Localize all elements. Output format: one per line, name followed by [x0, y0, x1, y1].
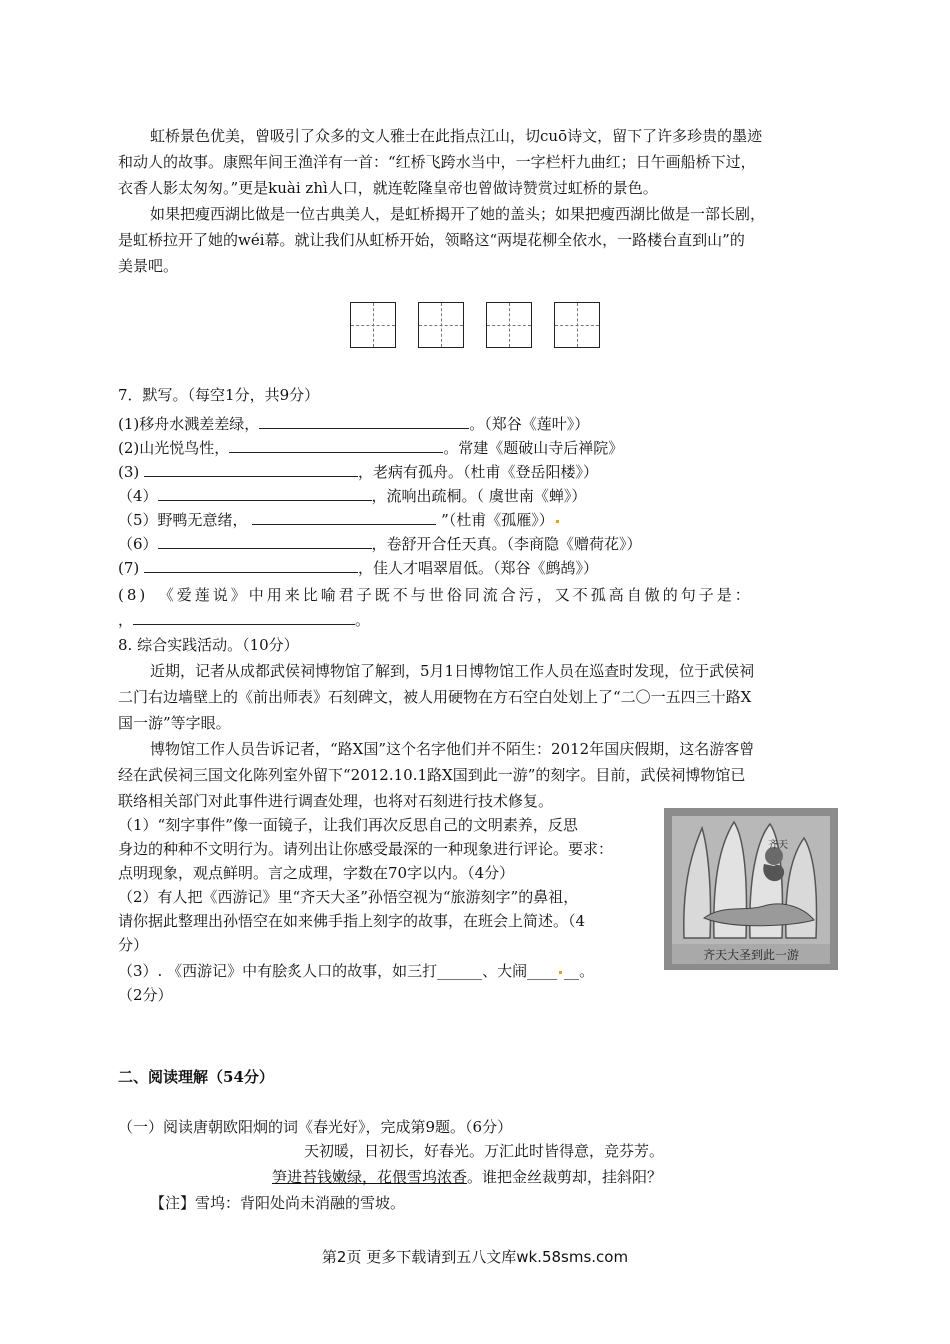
q7-item-2: [118, 436, 623, 459]
poem-note: 【注】雪坞：背阳处尚未消融的雪坡。: [150, 1194, 406, 1212]
q7-item-8-comma: ，: [118, 611, 134, 629]
poem-line-2: [272, 1166, 662, 1188]
illustration-tag: 齐天: [768, 840, 788, 851]
q7-item-6-post: ，卷舒开合任天真。（李商隐《赠荷花》）: [371, 535, 642, 553]
q7-item-3-post: ，老病有孤舟。（杜甫《登岳阳楼》）: [358, 463, 599, 481]
illustration-caption: 齐天大圣到此一游: [702, 948, 800, 962]
poem-line-1: 天初暖，日初长，好春光。万汇此时皆得意，竞芬芳。: [304, 1142, 665, 1160]
q8-p2-line3: 联络相关部门对此事件进行调查处理，也将对石刻进行技术修复。: [118, 792, 554, 810]
q8-p1-line1: 近期，记者从成都武侯祠博物馆了解到，5月1日博物馆工作人员在巡查时发现，位于武侯祠: [150, 662, 755, 680]
poem-underlined-phrase: 笋进苔钱嫩绿，花偎雪坞浓香: [272, 1168, 468, 1186]
q7-item-1-pre: (1)移舟水溅差差绿，: [118, 415, 260, 433]
q7-item-1: [118, 412, 589, 435]
q7-item-5-post: ”（杜甫《孤雁》）: [436, 511, 554, 529]
q8-sub2-line3: 分）: [118, 936, 149, 954]
q8-p2-line2: 经在武侯祠三国文化陈列室外留下“2012.10.1路X国到此一游”的刻字。目前，武侯祠博物馆已: [118, 766, 746, 784]
poem-line-2-rest: 。谁把金丝裁剪却，挂斜阳？: [467, 1168, 663, 1186]
q7-item-8-pre: (8) 《爱莲说》中用来比喻君子既不与世俗同流合污，又不孤高自傲的句子是：: [118, 586, 753, 604]
q8-sub1-line2: 身边的种种不文明行为。请列出让你感受最深的一种现象进行评论。要求：: [118, 840, 614, 858]
answer-blank[interactable]: [158, 484, 372, 501]
q8-sub2-line1: （2）有人把《西游记》里“齐天大圣”孙悟空视为“旅游刻字”的鼻祖，: [118, 888, 579, 906]
q8-sub3-end: __。: [564, 962, 595, 980]
answer-blank[interactable]: [229, 436, 443, 453]
q7-item-2-pre: (2)山光悦鸟性，: [118, 439, 230, 457]
q8-title: 8. 综合实践活动。（10分）: [118, 636, 299, 654]
q7-item-4-post: ，流响出疏桐。（ 虞世南《蝉》）: [371, 487, 587, 505]
writing-box-2[interactable]: [418, 302, 464, 348]
mark-dot: [559, 971, 562, 974]
intro-p1-line2: 和动人的故事。康熙年间王渔洋有一首：“红桥飞跨水当中，一字栏杆九曲红；日午画船桥下过，: [118, 153, 756, 171]
q7-item-8: [118, 584, 753, 606]
mark-dot: [556, 520, 559, 523]
answer-blank[interactable]: [144, 460, 358, 477]
q7-item-4: [118, 484, 586, 507]
q7-item-3-pre: (3): [118, 463, 145, 481]
illustration-drawing: [664, 808, 838, 970]
q7-item-7: [118, 556, 598, 579]
q7-item-8-end: 。: [355, 611, 371, 629]
q8-p2-line1: 博物馆工作人员告诉记者，“路X国”这个名字他们并不陌生：2012年国庆假期，这名游客曾: [150, 740, 755, 758]
q7-title: 7．默写。（每空1分，共9分）: [118, 386, 320, 404]
q7-item-5-pre: （5）野鸭无意绪，: [118, 511, 253, 529]
intro-p2-line1: 如果把瘦西湖比做是一位古典美人，是虹桥揭开了她的盖头；如果把瘦西湖比做是一部长剧，: [150, 205, 766, 223]
q8-sub1-line3: 点明现象，观点鲜明。言之成理，字数在70字以内。（4分）: [118, 864, 515, 882]
section-2-heading: 二、阅读理解（54分）: [118, 1068, 274, 1086]
intro-p1-line3: 衣香人影太匆匆。”更是kuài zhì人口，就连乾隆皇帝也曾做诗赞赏过虹桥的景色。: [118, 179, 658, 197]
q8-sub2-line2: 请你据此整理出孙悟空在如来佛手指上刻字的故事，在班会上简述。（4: [118, 912, 586, 930]
writing-box-3[interactable]: [486, 302, 532, 348]
q7-item-4-pre: （4）: [118, 487, 158, 505]
q8-p1-line2: 二门右边墙壁上的《前出师表》石刻碑文，被人用硬物在方石空白处划上了“二〇一五四三十路X: [118, 688, 752, 706]
q7-item-5: [118, 508, 561, 531]
intro-p2-line3: 美景吧。: [118, 257, 179, 275]
q8-sub3-line2: （2分）: [118, 986, 173, 1004]
q8-p1-line3: 国一游”等字眼。: [118, 714, 231, 732]
monkey-king-illustration: [664, 808, 838, 970]
q8-sub3-text: （3）. 《西游记》中有脍炙人口的故事，如三打______、大闹____: [118, 962, 558, 980]
q8-sub1-line1: （1）“刻字事件”像一面镜子，让我们再次反思自己的文明素养，反思: [118, 816, 578, 834]
q7-item-1-post: 。（郑谷《莲叶》）: [469, 415, 590, 433]
q7-item-6-pre: （6）: [118, 535, 158, 553]
intro-p1-line1: 虹桥景色优美，曾吸引了众多的文人雅士在此指点江山，切cuō诗文，留下了许多珍贵的墨迹: [150, 127, 763, 145]
intro-p2-line2: 是虹桥拉开了她的wéi幕。就让我们从虹桥开始，领略这“两堤花柳全依水，一路楼台直到山”的: [118, 231, 745, 249]
writing-box-1[interactable]: [350, 302, 396, 348]
answer-blank[interactable]: [259, 412, 469, 429]
q8-sub3-line1: [118, 960, 594, 982]
q7-item-7-post: ，佳人才唱翠眉低。（郑谷《鹧鸪》）: [358, 559, 599, 577]
section-2-subheading: （一）阅读唐朝欧阳炯的词《春光好》，完成第9题。（6分）: [118, 1118, 513, 1136]
answer-blank[interactable]: [133, 608, 355, 625]
page-footer: 第2页 更多下载请到五八文库wk.58sms.com: [321, 1248, 629, 1266]
q7-item-8-line2: [118, 608, 370, 631]
q7-item-2-post: 。常建《题破山寺后禅院》: [443, 439, 624, 457]
answer-blank[interactable]: [144, 556, 358, 573]
writing-box-4[interactable]: [554, 302, 600, 348]
answer-blank[interactable]: [158, 532, 372, 549]
q7-item-3: [118, 460, 598, 483]
answer-blank[interactable]: [252, 508, 436, 525]
q7-item-7-pre: (7): [118, 559, 145, 577]
q7-item-6: [118, 532, 642, 555]
